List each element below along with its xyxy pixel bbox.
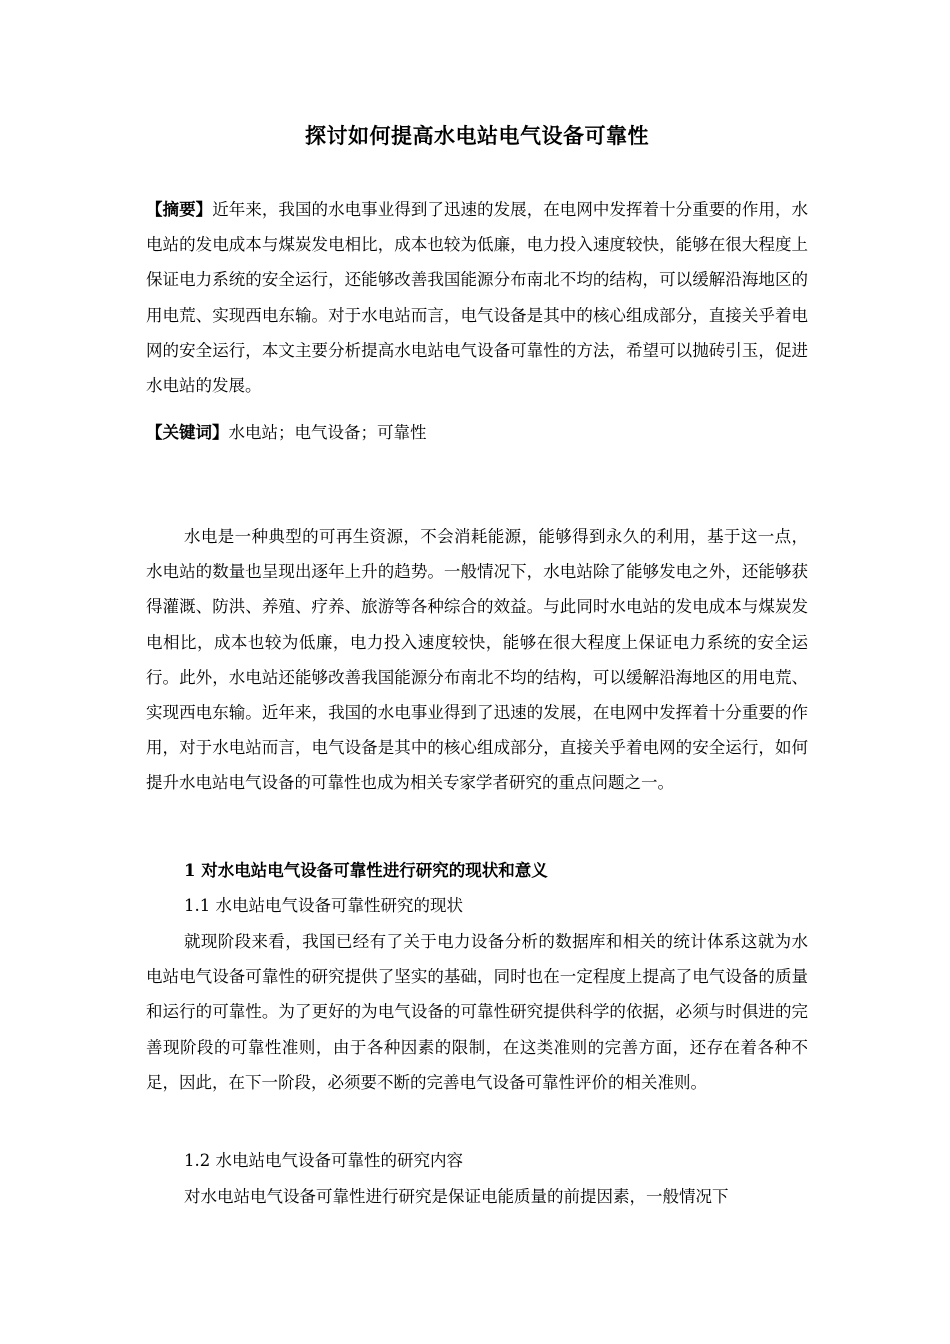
abstract-text: 近年来，我国的水电事业得到了迅速的发展，在电网中发挥着十分重要的作用，水电站的发电成本与煤炭发电相比，成本也较为低廉，电力投入速度较快，能够在很大程度上保证电力系统的安全运行，还能够改善我国能源分布南北不均的结构，可以缓解沿海地区的用电荒、实现西电东输。对于水电站而言，电气设备是其中的核心组成部分，直接关乎着电网的安全运行，本文主要分析提高水电站电气设备可靠性的方法，希望可以抛砖引玉，促进水电站的发展。 xyxy=(146,200,809,396)
abstract-label: 【摘要】 xyxy=(146,200,213,219)
section-1-2-paragraph: 对水电站电气设备可靠性进行研究是保证电能质量的前提因素，一般情况下 xyxy=(184,1187,729,1206)
section-1-1-paragraph: 就现阶段来看，我国已经有了关于电力设备分析的数据库和相关的统计体系这就为水电站电气设备可靠性的研究提供了坚实的基础，同时也在一定程度上提高了电气设备的质量和运行的可靠性。为了更好的为电气设备的可靠性研究提供科学的依据，必须与时俱进的完善现阶段的可靠性准则，由于各种因素的限制，在这类准则的完善方面，还存在着各种不足，因此，在下一阶段，必须要不断的完善电气设备可靠性评价的相关准则。 xyxy=(146,932,808,1092)
intro-paragraph: 水电是一种典型的可再生资源，不会消耗能源，能够得到永久的利用，基于这一点，水电站的数量也呈现出逐年上升的趋势。一般情况下，水电站除了能够发电之外，还能够获得灌溉、防洪、养殖、疗养、旅游等各种综合的效益。与此同时水电站的发电成本与煤炭发电相比，成本也较为低廉，电力投入速度较快，能够在很大程度上保证电力系统的安全运行。此外，水电站还能够改善我国能源分布南北不均的结构，可以缓解沿海地区的用电荒、实现西电东输。近年来，我国的水电事业得到了迅速的发展，在电网中发挥着十分重要的作用，对于水电站而言，电气设备是其中的核心组成部分，直接关乎着电网的安全运行，如何提升水电站电气设备的可靠性也成为相关专家学者研究的重点问题之一。 xyxy=(146,527,808,793)
section-1-1-heading: 1.1 水电站电气设备可靠性研究的现状 xyxy=(184,896,463,915)
abstract-paragraph xyxy=(146,192,808,403)
document-title: 探讨如何提高水电站电气设备可靠性 xyxy=(305,123,649,148)
keywords-label: 【关键词】 xyxy=(146,423,229,442)
keywords-text: 水电站；电气设备；可靠性 xyxy=(228,423,427,442)
keywords-line xyxy=(146,415,808,450)
section-1-heading: 1 对水电站电气设备可靠性进行研究的现状和意义 xyxy=(184,861,548,880)
section-1-2-heading: 1.2 水电站电气设备可靠性的研究内容 xyxy=(184,1151,463,1170)
